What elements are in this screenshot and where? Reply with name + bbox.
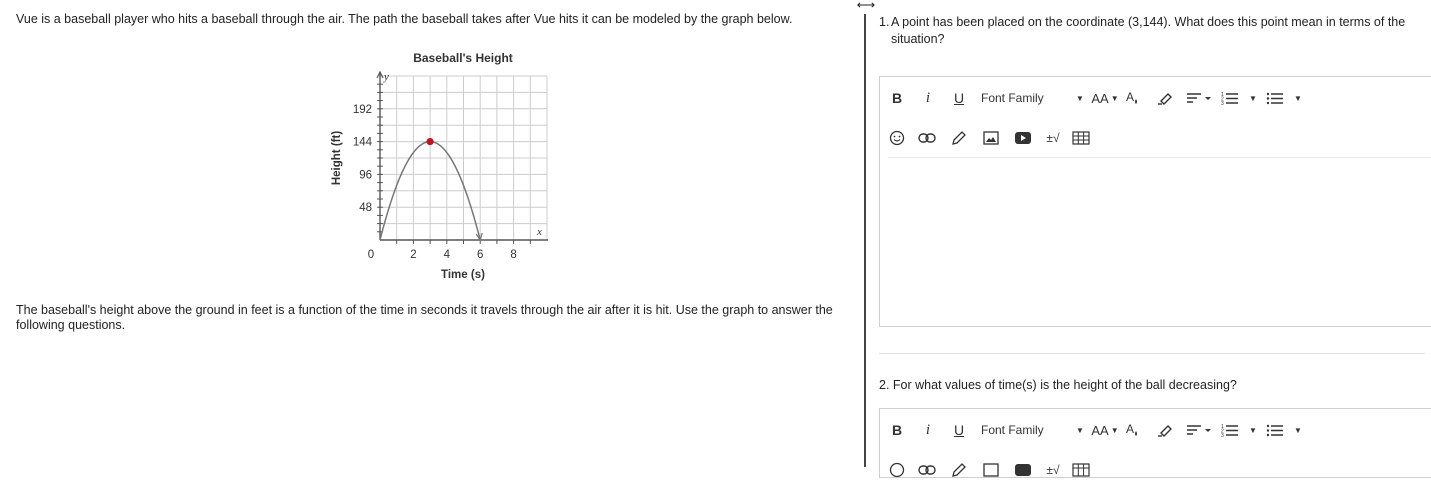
chart-grid — [380, 76, 547, 240]
italic-button[interactable]: i — [925, 89, 931, 106]
curve-point — [463, 185, 464, 186]
font-family-caret-icon[interactable]: ▼ — [1076, 425, 1084, 435]
svg-text:1: 1 — [1221, 424, 1224, 430]
font-size-caret-icon: ▼ — [1110, 425, 1119, 435]
unordered-list-icon[interactable] — [1266, 419, 1284, 441]
passage-intro: Vue is a baseball player who hits a baseball through the air. The path the baseball takes after Vue hits it can be modeled by the graph below. — [16, 12, 793, 26]
question-2 — [879, 377, 1409, 394]
highlight-icon[interactable] — [1157, 87, 1173, 109]
question-2-text: For what values of time(s) is the height of the ball decreasing? — [892, 378, 1237, 392]
question-1 — [879, 14, 1409, 48]
baseball-height-graph — [318, 46, 558, 286]
font-family-label: Font Family — [981, 423, 1044, 437]
font-size-dropdown[interactable] — [1090, 87, 1120, 109]
link-icon[interactable] — [918, 127, 936, 149]
emoji-icon[interactable] — [889, 459, 905, 481]
link-icon[interactable] — [918, 459, 936, 481]
unordered-list-caret-icon[interactable]: ▼ — [1294, 425, 1302, 435]
ordered-list-caret-icon[interactable]: ▼ — [1249, 93, 1257, 103]
ordered-list-icon[interactable] — [1221, 419, 1239, 441]
unordered-list-caret-icon[interactable]: ▼ — [1294, 93, 1302, 103]
x-axis-letter: x — [537, 226, 542, 238]
unordered-list-icon[interactable] — [1266, 87, 1284, 109]
chart-svg — [318, 46, 558, 286]
x-tick-label: 8 — [510, 249, 517, 261]
question-1-text: A point has been placed on the coordinate (3,144). What does this point mean in terms of the situation? — [891, 15, 1406, 46]
highlight-point — [427, 138, 434, 145]
svg-text:3: 3 — [1221, 101, 1224, 107]
emoji-icon[interactable] — [889, 127, 905, 149]
editor-2-toolbar-row-1 — [880, 419, 1431, 441]
underline-button[interactable]: U — [953, 422, 965, 438]
svg-text:2: 2 — [1221, 96, 1224, 103]
align-icon[interactable] — [1186, 87, 1212, 109]
editor-1-toolbar-row-1 — [880, 87, 1431, 109]
y-tick-label: 144 — [352, 136, 372, 149]
questions-pane — [866, 0, 1425, 477]
font-size-label: AA — [1091, 422, 1109, 438]
pane-resize-handle[interactable]: ⟷ — [856, 0, 876, 12]
bold-button[interactable]: B — [891, 422, 903, 438]
question-2-number: 2. — [879, 378, 890, 392]
font-family-dropdown[interactable] — [981, 419, 1073, 441]
ordered-list-caret-icon[interactable]: ▼ — [1249, 425, 1257, 435]
font-family-caret-icon[interactable]: ▼ — [1076, 93, 1084, 103]
curve-point — [480, 240, 481, 241]
x-tick-label: 6 — [476, 249, 484, 261]
italic-button[interactable]: i — [925, 421, 931, 438]
answer-editor-1[interactable] — [879, 76, 1431, 327]
text-color-icon[interactable] — [1126, 419, 1140, 441]
table-icon[interactable] — [1072, 127, 1090, 149]
chart-series — [380, 138, 483, 241]
video-icon[interactable] — [1014, 127, 1032, 149]
image-icon[interactable] — [983, 127, 999, 149]
font-family-label: Font Family — [981, 91, 1044, 105]
align-icon[interactable] — [1186, 419, 1212, 441]
ordered-list-icon[interactable] — [1221, 87, 1239, 109]
curve-point — [396, 185, 397, 186]
y-axis-label: Height (ft) — [331, 130, 343, 186]
font-size-label: AA — [1091, 90, 1109, 106]
table-icon[interactable] — [1072, 459, 1090, 481]
y-tick-label: 96 — [359, 169, 372, 182]
question-1-number: 1. — [879, 15, 890, 29]
svg-text:1: 1 — [1221, 92, 1224, 98]
curve-point — [380, 240, 381, 241]
origin-label: 0 — [367, 249, 375, 261]
passage-followup: The baseball's height above the ground in feet is a function of the time in seconds it travels through the air after it is hit. Use the graph to answer the following questions. — [16, 303, 833, 332]
x-tick-label: 4 — [443, 249, 451, 261]
svg-text:2: 2 — [1221, 428, 1224, 435]
y-axis-letter: y — [384, 71, 389, 83]
editor-1-toolbar-row-2 — [880, 127, 1431, 149]
x-tick-label: 2 — [410, 249, 417, 261]
highlight-icon[interactable] — [1157, 419, 1173, 441]
chart-title: Baseball's Height — [413, 51, 513, 65]
image-icon[interactable] — [983, 459, 999, 481]
editor-1-toolbar-separator — [888, 157, 1431, 158]
svg-text:3: 3 — [1221, 433, 1224, 439]
font-size-caret-icon: ▼ — [1110, 93, 1119, 103]
curve-point — [446, 152, 447, 153]
curve-point — [413, 152, 414, 153]
chart-axes — [377, 71, 548, 240]
font-size-dropdown[interactable] — [1090, 419, 1120, 441]
text-color-icon[interactable] — [1126, 87, 1140, 109]
question-separator — [879, 353, 1425, 354]
editor-2-toolbar-row-2 — [880, 459, 1431, 481]
svg-text:A: A — [1126, 422, 1135, 436]
special-characters-button[interactable]: ±√ — [1046, 463, 1060, 477]
video-icon[interactable] — [1014, 459, 1032, 481]
bold-button[interactable]: B — [891, 90, 903, 106]
underline-button[interactable]: U — [953, 90, 965, 106]
font-family-dropdown[interactable] — [981, 87, 1073, 109]
answer-editor-2[interactable] — [879, 408, 1431, 478]
special-characters-button[interactable]: ±√ — [1046, 131, 1060, 145]
draw-icon[interactable] — [951, 127, 967, 149]
svg-text:A: A — [1126, 90, 1135, 104]
x-axis-label: Time (s) — [441, 269, 485, 281]
draw-icon[interactable] — [951, 459, 967, 481]
y-tick-label: 48 — [359, 202, 372, 215]
y-tick-label: 192 — [352, 103, 372, 116]
